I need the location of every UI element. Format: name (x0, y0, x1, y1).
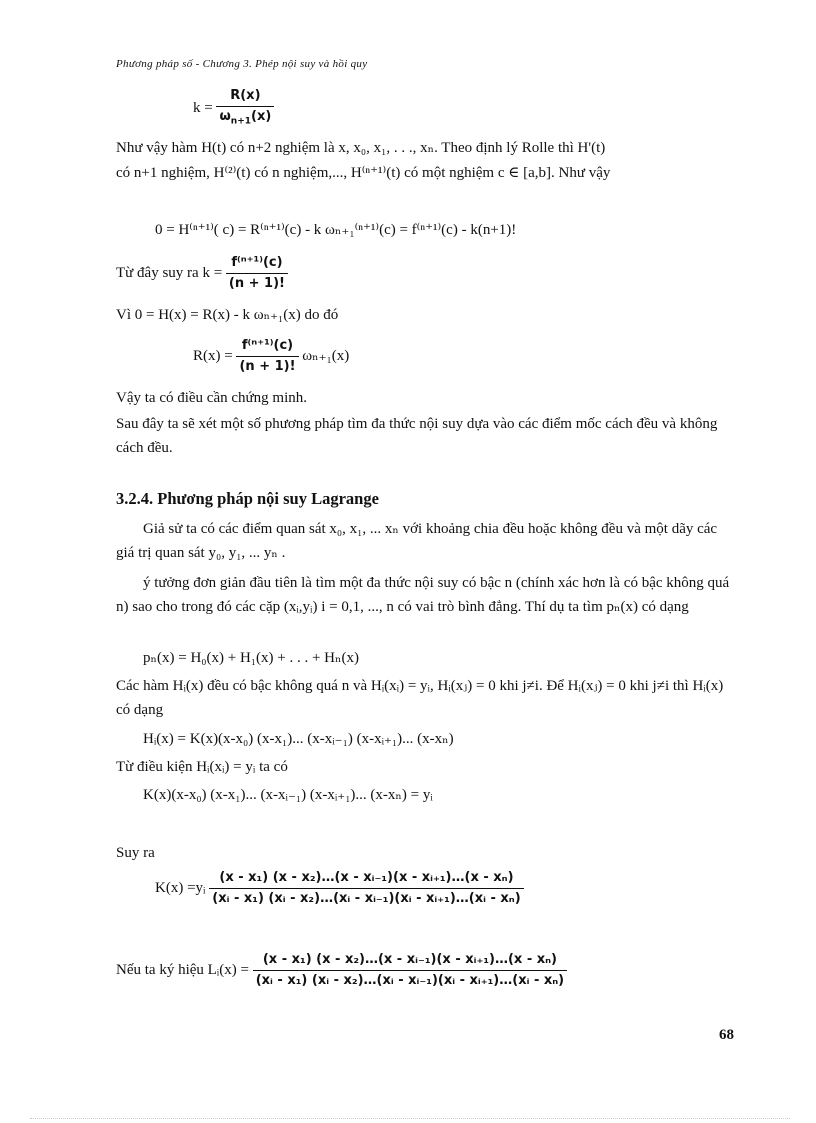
equation-R-denominator: (n + 1)! (236, 356, 298, 377)
paragraph-rolle-line2: có n+1 nghiệm, H⁽²⁾(t) có n nghiệm,..., H⁽ⁿ⁺¹⁾(t) có một nghiệm c ∈ [a,b]. Như vậy (116, 165, 611, 181)
equation-K2 (155, 868, 524, 909)
equation-L-denominator: (xᵢ - x₁) (xᵢ - x₂)…(xᵢ - xᵢ₋₁)(xᵢ - xᵢ₊₁)…(xᵢ - xₙ) (253, 970, 567, 991)
equation-k2-prefix: Từ đây suy ra k = (116, 264, 223, 281)
line-suy-ra: Suy ra (116, 845, 155, 861)
equation-R-numerator: f⁽ⁿ⁺¹⁾(c) (241, 338, 294, 353)
equation-k-numerator: R(x) (230, 88, 261, 103)
section-heading: 3.2.4. Phương pháp nội suy Lagrange (116, 489, 379, 508)
equation-k2-denominator: (n + 1)! (226, 273, 288, 294)
bottom-divider (30, 1118, 790, 1119)
paragraph-functions-H: Các hàm Hᵢ(x) đều có bậc không quá n và Hᵢ(xᵢ) = yᵢ, Hᵢ(xⱼ) = 0 khi j≠i. Để Hᵢ(xⱼ) = 0 khi j≠i thì Hᵢ(x) có dạng (116, 678, 724, 718)
omega-argument: (x) (251, 109, 272, 124)
proof-complete-line: Vậy ta có điều cần chứng minh. (116, 390, 307, 406)
equation-k-denominator (216, 106, 274, 132)
equation-k (193, 86, 274, 132)
paragraph-idea: ý tưởng đơn giản đầu tiên là tìm một đa thức nội suy có bậc n (chính xác hơn là có bậc không quá n) sao cho trong đó các cặp (xᵢ,yᵢ) i = 0,1, ..., n có vai trò bình đẳng. Thí dụ ta tìm pₙ(x) có dạng (116, 575, 730, 615)
equation-zero: 0 = H⁽ⁿ⁺¹⁾( c) = R⁽ⁿ⁺¹⁾(c) - k ωₙ₊₁⁽ⁿ⁺¹⁾(c) = f⁽ⁿ⁺¹⁾(c) - k(n+1)! (155, 222, 517, 238)
equation-K2-lhs: K(x) =yᵢ (155, 879, 206, 896)
equation-p: pₙ(x) = H₀(x) + H₁(x) + . . . + Hₙ(x) (143, 650, 359, 666)
page-number: 68 (719, 1027, 734, 1043)
equation-L-lhs: Nếu ta ký hiệu Lᵢ(x) = (116, 961, 249, 978)
omega-subscript: n+1 (230, 116, 251, 127)
equation-k-lhs: k = (193, 100, 213, 117)
line-condition: Từ điều kiện Hᵢ(xᵢ) = yᵢ ta có (116, 759, 288, 775)
equation-K2-numerator: (x - x₁) (x - x₂)…(x - xᵢ₋₁)(x - xᵢ₊₁)…(x - xₙ) (219, 870, 514, 885)
equation-L (116, 950, 567, 991)
equation-K2-denominator: (xᵢ - x₁) (xᵢ - x₂)…(xᵢ - xᵢ₋₁)(xᵢ - xᵢ₊₁)…(xᵢ - xₙ) (209, 888, 523, 909)
equation-k2 (116, 253, 288, 294)
equation-H: Hᵢ(x) = K(x)(x-x₀) (x-x₁)... (x-xᵢ₋₁) (x-xᵢ₊₁)... (x-xₙ) (143, 731, 454, 747)
omega-symbol: ω (219, 109, 231, 124)
paragraph-rolle-line1: Như vậy hàm H(t) có n+2 nghiệm là x, x₀, x₁, . . ., xₙ. Theo định lý Rolle thì H'(t) (116, 140, 606, 156)
paragraph-intro-methods: Sau đây ta sẽ xét một số phương pháp tìm đa thức nội suy dựa vào các điểm mốc cách đều và không cách đều. (116, 416, 718, 456)
equation-R (193, 336, 349, 377)
equation-R-rhs: ωₙ₊₁(x) (302, 347, 350, 364)
equation-L-numerator: (x - x₁) (x - x₂)…(x - xᵢ₋₁)(x - xᵢ₊₁)…(x - xₙ) (262, 952, 557, 967)
equation-vi: Vì 0 = H(x) = R(x) - k ωₙ₊₁(x) do đó (116, 307, 339, 323)
paragraph-observation-points: Giả sử ta có các điểm quan sát x₀, x₁, ... xₙ với khoảng chia đều hoặc không đều và một dãy các giá trị quan sát y₀, y₁, ... yₙ . (116, 521, 718, 561)
equation-k2-numerator: f⁽ⁿ⁺¹⁾(c) (231, 255, 283, 270)
running-header: Phương pháp số - Chương 3. Phép nội suy và hồi quy (116, 58, 368, 70)
equation-K1: K(x)(x-x₀) (x-x₁)... (x-xᵢ₋₁) (x-xᵢ₊₁)... (x-xₙ) = yᵢ (143, 787, 433, 803)
equation-R-lhs: R(x) = (193, 347, 233, 364)
